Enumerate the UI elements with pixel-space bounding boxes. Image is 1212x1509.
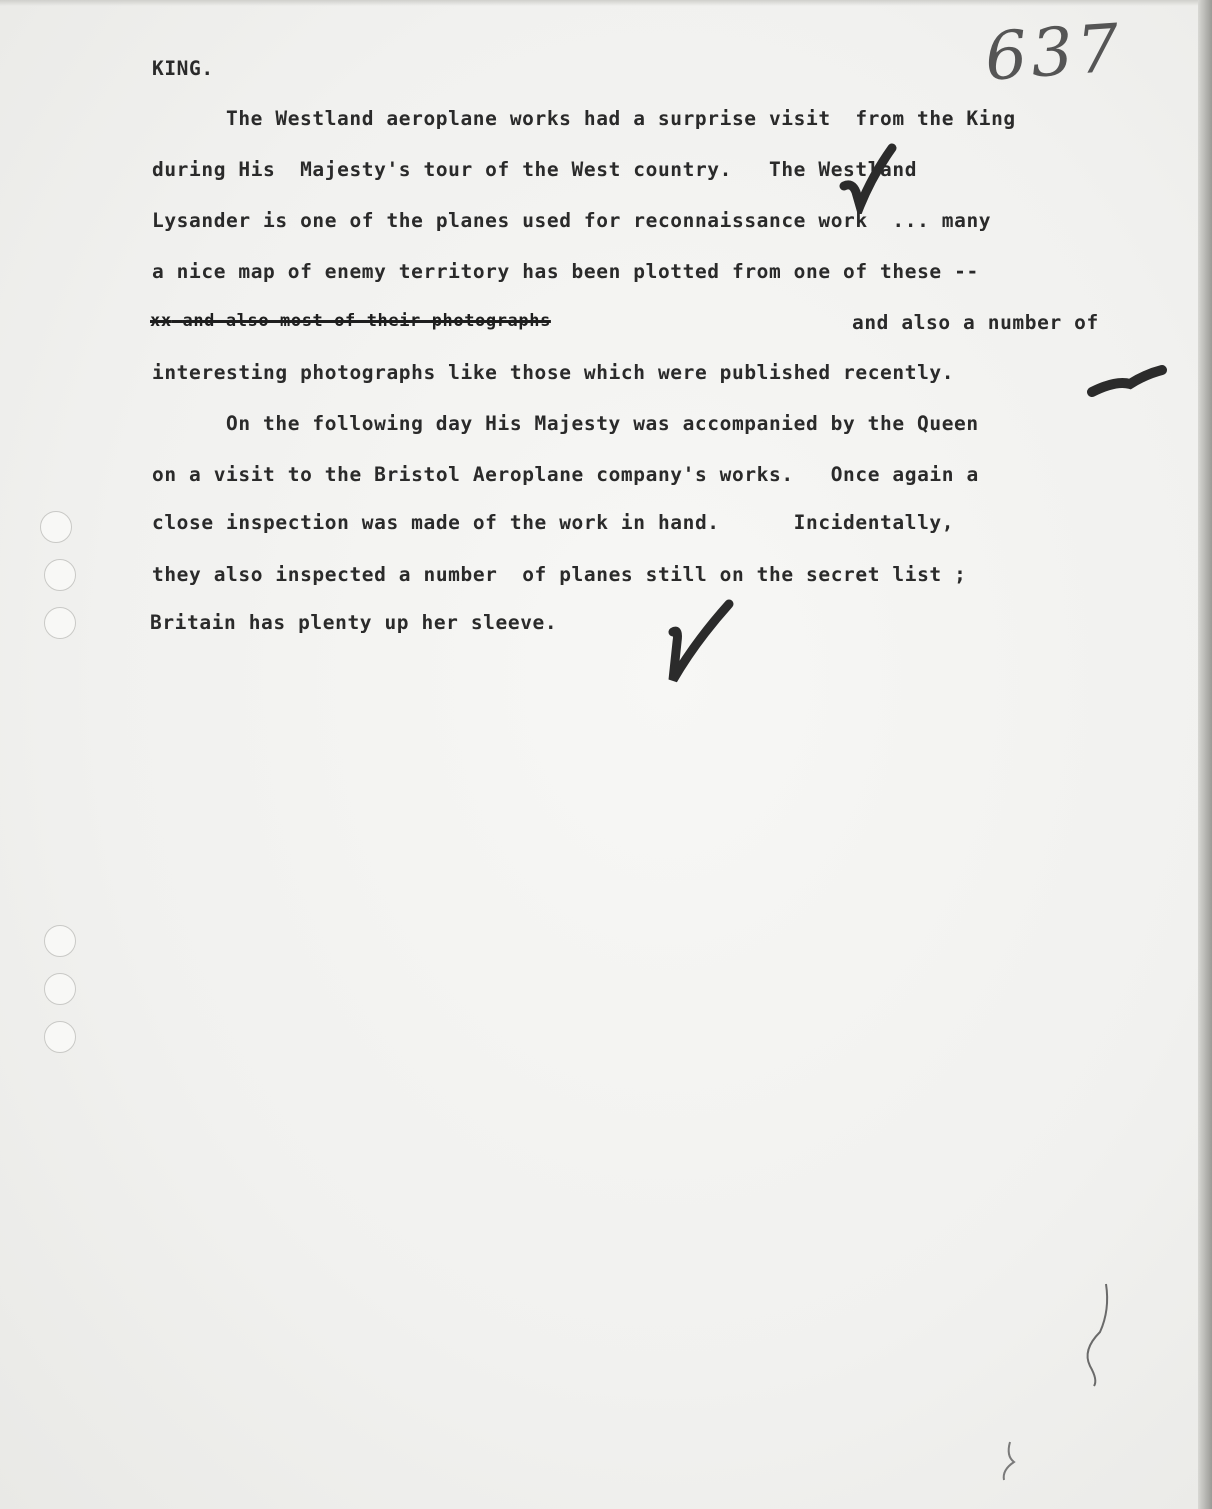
text-line: close inspection was made of the work in hand. Incidentally, — [152, 511, 955, 534]
text-line: The Westland aeroplane works had a surprise visit from the King — [226, 107, 1016, 130]
text-line: interesting photographs like those which were published recently. — [152, 361, 955, 384]
heading: KING. — [152, 57, 214, 80]
pencil-scribble — [984, 1436, 1024, 1486]
punch-hole — [44, 973, 76, 1005]
text-line: they also inspected a number of planes still on the secret list ; — [152, 563, 967, 586]
text-line: a nice map of enemy territory has been plotted from one of these -- — [152, 260, 979, 283]
pencil-tick-mark — [838, 142, 898, 214]
text-line: On the following day His Majesty was accompanied by the Queen — [226, 412, 979, 435]
pencil-scribble — [1076, 1280, 1116, 1390]
struck-phrase: and also most of their photographs — [182, 311, 551, 331]
page-top-shadow — [0, 0, 1212, 6]
pencil-tick-mark — [1086, 360, 1168, 408]
struck-prefix: xx — [150, 311, 172, 331]
text-line: Britain has plenty up her sleeve. — [150, 611, 558, 634]
punch-hole — [44, 1021, 76, 1053]
punch-hole — [44, 559, 76, 591]
punch-hole — [40, 511, 72, 543]
punch-hole — [44, 607, 76, 639]
pencil-tick-mark — [665, 596, 737, 686]
punch-hole — [44, 925, 76, 957]
text-line: Lysander is one of the planes used for reconnaissance work ... many — [152, 209, 992, 232]
folio-number: 637 — [982, 9, 1126, 96]
text-line: and also a number of — [852, 311, 1099, 334]
text-line: during His Majesty's tour of the West country. The Westland — [152, 158, 918, 181]
struck-out-text — [150, 311, 551, 331]
text-line: on a visit to the Bristol Aeroplane company's works. Once again a — [152, 463, 979, 486]
page-right-edge — [1198, 0, 1212, 1509]
